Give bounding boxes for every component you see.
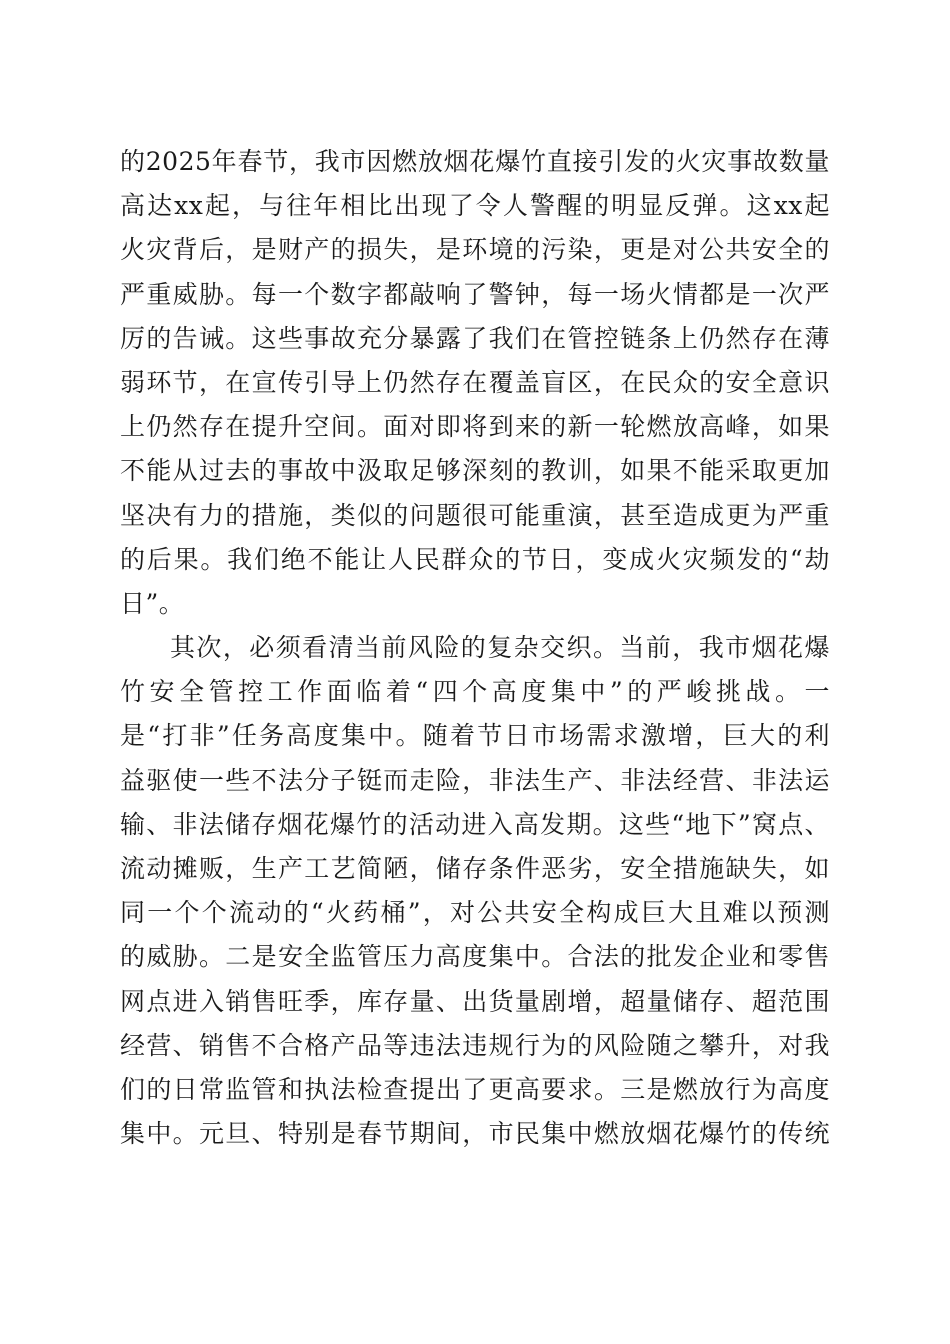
text-line: 同一个个流动的“火药桶”，对公共安全构成巨大且难以预测	[120, 898, 830, 928]
document-body	[120, 140, 830, 1156]
text-line: 日”。	[120, 588, 185, 618]
text-line: 网点进入销售旺季，库存量、出货量剧增，超量储存、超范围	[120, 986, 830, 1016]
text-line: 坚决有力的措施，类似的问题很可能重演，甚至造成更为严重	[120, 500, 830, 530]
text-line: 高达xx起，与往年相比出现了令人警醒的明显反弹。这xx起	[120, 191, 830, 221]
text-line: 弱环节，在宣传引导上仍然存在覆盖盲区，在民众的安全意识	[120, 367, 830, 397]
text-line: 火灾背后，是财产的损失，是环境的污染，更是对公共安全的	[120, 235, 830, 265]
text-line: 其次，必须看清当前风险的复杂交织。当前，我市烟花爆	[170, 633, 830, 663]
text-line: 严重威胁。每一个数字都敲响了警钟，每一场火情都是一次严	[120, 279, 830, 309]
text-line: 们的日常监管和执法检查提出了更高要求。三是燃放行为高度	[120, 1074, 830, 1104]
text-line: 厉的告诫。这些事故充分暴露了我们在管控链条上仍然存在薄	[120, 323, 830, 353]
text-line: 流动摊贩，生产工艺简陋，储存条件恶劣，安全措施缺失，如	[120, 854, 830, 883]
text-line: 不能从过去的事故中汲取足够深刻的教训，如果不能采取更加	[120, 456, 830, 486]
text-line: 的威胁。二是安全监管压力高度集中。合法的批发企业和零售	[120, 942, 830, 972]
text-line: 是“打非”任务高度集中。随着节日市场需求激增，巨大的利	[120, 721, 830, 751]
text-line: 的后果。我们绝不能让人民群众的节日，变成火灾频发的“劫	[120, 544, 830, 574]
text-line: 集中。元旦、特别是春节期间，市民集中燃放烟花爆竹的传统	[120, 1119, 830, 1149]
text-line: 益驱使一些不法分子铤而走险，非法生产、非法经营、非法运	[120, 765, 830, 795]
text-line: 输、非法储存烟花爆竹的活动进入高发期。这些“地下”窝点、	[120, 809, 830, 839]
text-line: 竹安全管控工作面临着“四个高度集中”的严峻挑战。一	[120, 677, 830, 707]
text-line: 的2025年春节，我市因燃放烟花爆竹直接引发的火灾事故数量	[120, 147, 830, 176]
text-line: 经营、销售不合格产品等违法违规行为的风险随之攀升，对我	[120, 1030, 830, 1060]
paragraph-2	[120, 626, 830, 1156]
paragraph-1	[120, 140, 830, 626]
text-line: 上仍然存在提升空间。面对即将到来的新一轮燃放高峰，如果	[120, 412, 830, 442]
